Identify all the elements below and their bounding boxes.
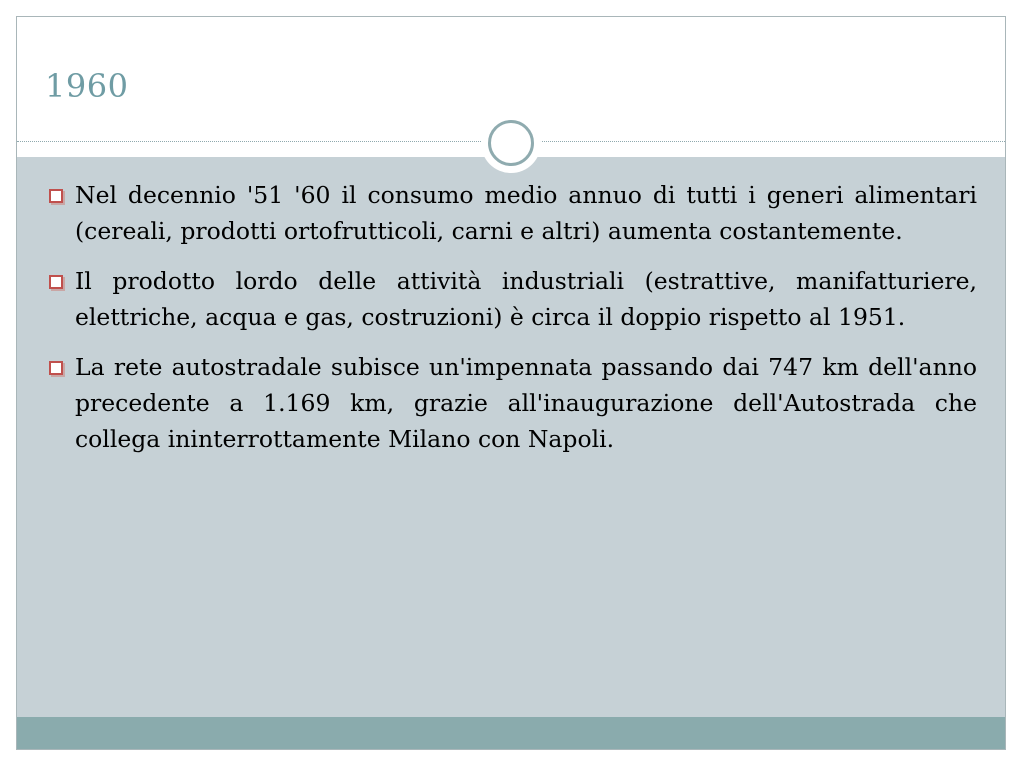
slide [16, 16, 1006, 750]
ring-divider-inner [488, 120, 534, 166]
bullet-list [47, 177, 977, 471]
footer-bar [17, 717, 1005, 750]
bullet-item [47, 349, 977, 457]
bullet-item [47, 177, 977, 249]
bullet-item [47, 263, 977, 335]
bullet-text: Il prodotto lordo delle attività industriali (estrattive, manifatturiere, elettriche, acqua e gas, costruzioni) è circa il doppio rispetto al 1951. [75, 267, 977, 331]
ring-divider-icon [481, 113, 541, 173]
hollow-square-bullet-icon [49, 275, 63, 289]
hollow-square-bullet-icon [49, 189, 63, 203]
slide-title: 1960 [45, 67, 129, 105]
bullet-text: Nel decennio '51 '60 il consumo medio annuo di tutti i generi alimentari (cereali, prodotti ortofrutticoli, carni e altri) aumenta costantemente. [75, 181, 977, 245]
bullet-text: La rete autostradale subisce un'impennata passando dai 747 km dell'anno precedente a 1.169 km, grazie all'inaugurazione dell'Autostrada che collega ininterrottamente Milano con Napoli. [75, 353, 977, 453]
hollow-square-bullet-icon [49, 361, 63, 375]
